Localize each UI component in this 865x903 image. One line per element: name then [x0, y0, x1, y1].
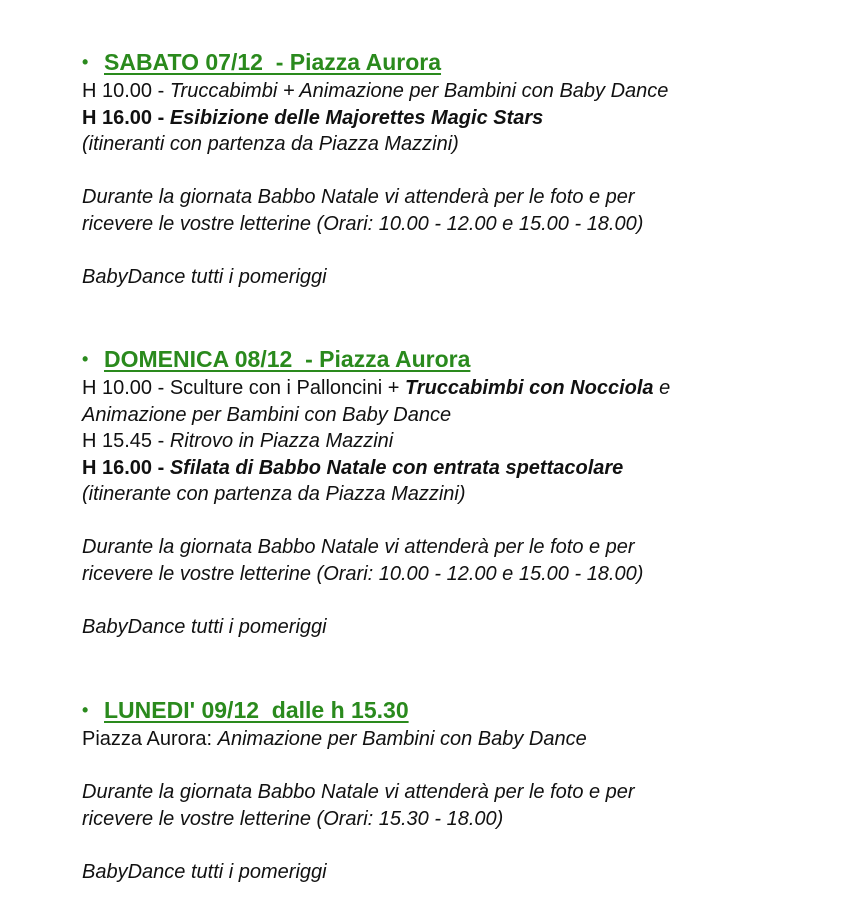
bullet-icon: • — [82, 349, 89, 369]
santa-hours-line: ricevere le vostre letterine (Orari: 10.00 - 12.00 e 15.00 - 18.00) — [82, 212, 644, 235]
activity-text: Sfilata di Babbo Natale con entrata spettacolare — [169, 456, 624, 479]
section-title-lunedi: LUNEDI' 09/12 dalle h 15.30 — [104, 697, 409, 723]
bullet-icon: • — [82, 52, 89, 72]
time-label: H 16.00 - — [82, 456, 170, 479]
time-label: H 10.00 - — [82, 80, 170, 102]
section-title-sabato: SABATO 07/12 - Piazza Aurora — [104, 49, 442, 75]
schedule-line — [82, 455, 842, 482]
activity-highlight: Truccabimbi con Nocciola — [404, 377, 654, 399]
note-line: (itineranti con partenza da Piazza Mazzini) — [82, 133, 459, 155]
section-heading — [82, 46, 842, 78]
santa-note-line: Durante la giornata Babbo Natale vi attenderà per le foto e per — [82, 186, 635, 208]
activity-text: Truccabimbi + Animazione per Bambini con Baby Dance — [169, 80, 669, 102]
section-title-domenica: DOMENICA 08/12 - Piazza Aurora — [104, 346, 471, 372]
note-line: (itinerante con partenza da Piazza Mazzini) — [82, 483, 466, 505]
schedule-line — [82, 726, 842, 753]
schedule-line — [82, 105, 842, 132]
event-section-lunedi — [82, 694, 842, 885]
event-section-sabato — [82, 46, 842, 290]
bullet-icon: • — [82, 700, 89, 720]
activity-text: Esibizione delle Majorettes Magic Stars — [169, 106, 544, 129]
activity-text: e — [653, 377, 671, 399]
section-heading — [82, 694, 842, 726]
activity-text: Animazione per Bambini con Baby Dance — [217, 728, 587, 750]
santa-hours-line: ricevere le vostre letterine (Orari: 10.00 - 12.00 e 15.00 - 18.00) — [82, 562, 644, 585]
schedule-line — [82, 78, 842, 105]
time-label: H 10.00 - Sculture con i Palloncini + — [82, 377, 405, 399]
santa-note-line: Durante la giornata Babbo Natale vi attenderà per le foto e per — [82, 781, 635, 803]
schedule-line — [82, 375, 842, 402]
schedule-line: Animazione per Bambini con Baby Dance — [82, 403, 452, 426]
schedule-line — [82, 428, 842, 455]
santa-note-line: Durante la giornata Babbo Natale vi attenderà per le foto e per — [82, 536, 635, 558]
babydance-line: BabyDance tutti i pomeriggi — [82, 615, 327, 638]
section-heading — [82, 343, 842, 375]
babydance-line: BabyDance tutti i pomeriggi — [82, 860, 327, 883]
place-label: Piazza Aurora: — [82, 728, 218, 750]
event-section-domenica — [82, 343, 842, 640]
babydance-line: BabyDance tutti i pomeriggi — [82, 265, 327, 288]
time-label: H 16.00 - — [82, 106, 170, 129]
activity-text: Ritrovo in Piazza Mazzini — [169, 430, 394, 452]
santa-hours-line: ricevere le vostre letterine (Orari: 15.30 - 18.00) — [82, 807, 504, 830]
time-label: H 15.45 - — [82, 430, 170, 452]
